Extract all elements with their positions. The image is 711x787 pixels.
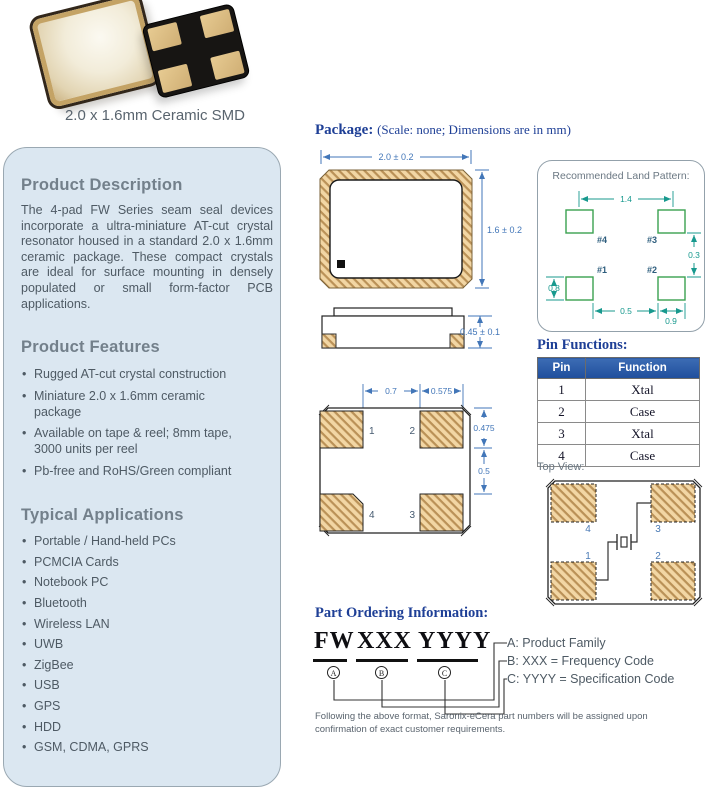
package-title: Package: bbox=[315, 122, 374, 138]
land-pattern-drawing bbox=[538, 161, 704, 331]
application-item: • PCMCIA Cards bbox=[21, 555, 240, 571]
function-cell: Xtal bbox=[586, 379, 700, 401]
dim-pad-height: 0.475 bbox=[473, 423, 495, 433]
dim-thickness: 0.45 ± 0.1 bbox=[460, 327, 500, 337]
application-item: • Bluetooth bbox=[21, 596, 240, 612]
pin-cell: 3 bbox=[538, 423, 586, 445]
photo-ceramic-top bbox=[31, 0, 160, 108]
part-segment-frequency: XXX bbox=[357, 628, 412, 654]
dim-land-hgap: 0.5 bbox=[620, 306, 632, 316]
bottom-pad-1: 1 bbox=[369, 426, 375, 437]
footer-line-2: confirmation of exact customer requirements. bbox=[315, 724, 506, 735]
part-segment-spec: YYYY bbox=[418, 628, 492, 654]
land-pattern-title: Recommended Land Pattern: bbox=[552, 170, 690, 182]
pin-cell: 2 bbox=[538, 401, 586, 423]
legend-frequency-code: B: XXX = Frequency Code bbox=[507, 654, 654, 668]
dim-land-pad-height: 0.8 bbox=[548, 283, 560, 293]
photo-pad bbox=[158, 64, 193, 94]
photo-caption: 2.0 x 1.6mm Ceramic SMD bbox=[64, 107, 246, 124]
table-row bbox=[538, 423, 700, 445]
pin-col-header: Pin bbox=[538, 358, 586, 379]
dim-pad-vgap: 0.5 bbox=[478, 466, 490, 476]
typical-applications-title: Typical Applications bbox=[21, 506, 184, 525]
application-item: • Wireless LAN bbox=[21, 617, 240, 633]
function-col-header: Function bbox=[586, 358, 700, 379]
land-pad-2: #2 bbox=[646, 265, 658, 275]
crystal-symbol bbox=[621, 537, 627, 547]
land-pad-3: #3 bbox=[646, 235, 658, 245]
feature-item: • Miniature 2.0 x 1.6mm ceramic package bbox=[21, 388, 240, 420]
pin-cell: 4 bbox=[538, 445, 586, 467]
function-cell: Xtal bbox=[586, 423, 700, 445]
application-item: • UWB bbox=[21, 637, 240, 653]
top-view-pad-2: 2 bbox=[655, 551, 661, 562]
dim-height: 1.6 ± 0.2 bbox=[487, 225, 522, 235]
application-item: • USB bbox=[21, 678, 240, 694]
land-pad-4: #4 bbox=[596, 235, 608, 245]
dim-pad-gap: 0.7 bbox=[385, 386, 397, 396]
bottom-pad-4: 4 bbox=[369, 510, 375, 521]
bottom-pad-2: 2 bbox=[409, 426, 415, 437]
circle-label-a: A bbox=[327, 666, 340, 679]
land-pattern-box bbox=[537, 160, 705, 332]
package-section-title bbox=[315, 122, 571, 139]
application-item: • Notebook PC bbox=[21, 575, 240, 591]
application-item: • Portable / Hand-held PCs bbox=[21, 534, 240, 550]
top-view-label: Top View: bbox=[537, 461, 585, 473]
table-row bbox=[538, 379, 700, 401]
feature-item: • Rugged AT-cut crystal construction bbox=[21, 366, 240, 382]
top-view-pad-4: 4 bbox=[585, 524, 591, 535]
dim-land-pitch: 1.4 bbox=[620, 194, 632, 204]
circle-label-c: C bbox=[438, 666, 451, 679]
feature-item: • Pb-free and RoHS/Green compliant bbox=[21, 463, 240, 479]
pin-functions-table bbox=[537, 357, 700, 467]
package-face-drawing bbox=[316, 146, 556, 296]
photo-pad bbox=[147, 22, 182, 52]
photo-pad bbox=[200, 9, 235, 39]
top-view-pad-3: 3 bbox=[655, 524, 661, 535]
photo-pad bbox=[210, 51, 245, 81]
feature-item: • Available on tape & reel; 8mm tape, 3000 units per reel bbox=[21, 425, 240, 457]
pin-functions-title: Pin Functions: bbox=[537, 337, 628, 353]
product-features-title: Product Features bbox=[21, 338, 160, 357]
photo-ceramic-bottom bbox=[142, 4, 249, 98]
package-subtitle: (Scale: none; Dimensions are in mm) bbox=[377, 122, 571, 137]
function-cell: Case bbox=[586, 445, 700, 467]
table-row bbox=[538, 401, 700, 423]
legend-product-family: A: Product Family bbox=[507, 636, 606, 650]
top-view-drawing bbox=[537, 474, 707, 614]
application-item: • ZigBee bbox=[21, 658, 240, 674]
footer-note bbox=[315, 710, 675, 736]
package-bottom-drawing bbox=[316, 366, 546, 571]
dim-pad-width: 0.575 bbox=[430, 386, 453, 396]
application-item: • GSM, CDMA, GPRS bbox=[21, 740, 240, 756]
product-description-body: The 4-pad FW Series seam seal devices incorporate a ultra-miniature AT-cut crystal resonator housed in a standard 2.0 x 1.6mm ceramic package. These compact crystals are ideal for surface mounting in densely populated or small form-factor PCB applications. bbox=[21, 203, 273, 311]
application-item: • GPS bbox=[21, 699, 240, 715]
package-side-drawing bbox=[316, 300, 556, 362]
land-pad-1: #1 bbox=[596, 265, 608, 275]
application-item: • HDD bbox=[21, 720, 240, 736]
dim-land-vgap: 0.3 bbox=[688, 250, 700, 260]
function-cell: Case bbox=[586, 401, 700, 423]
dim-land-pad-width: 0.9 bbox=[665, 316, 677, 326]
legend-specification-code: C: YYYY = Specification Code bbox=[507, 672, 675, 686]
part-segment-family: FW bbox=[314, 628, 355, 654]
circle-label-b: B bbox=[375, 666, 388, 679]
product-features-list bbox=[21, 366, 254, 479]
typical-applications-list bbox=[21, 534, 254, 756]
footer-line-1: Following the above format, Saronix-eCera part numbers will be assigned upon bbox=[315, 711, 648, 722]
top-view-pad-1: 1 bbox=[585, 551, 591, 562]
part-ordering-title: Part Ordering Information: bbox=[315, 605, 489, 621]
bottom-pad-3: 3 bbox=[409, 510, 415, 521]
pin1-marker bbox=[337, 260, 345, 268]
product-description-title: Product Description bbox=[21, 176, 183, 194]
sidebar-panel bbox=[3, 147, 281, 787]
dim-width: 2.0 ± 0.2 bbox=[378, 152, 414, 162]
pin-cell: 1 bbox=[538, 379, 586, 401]
